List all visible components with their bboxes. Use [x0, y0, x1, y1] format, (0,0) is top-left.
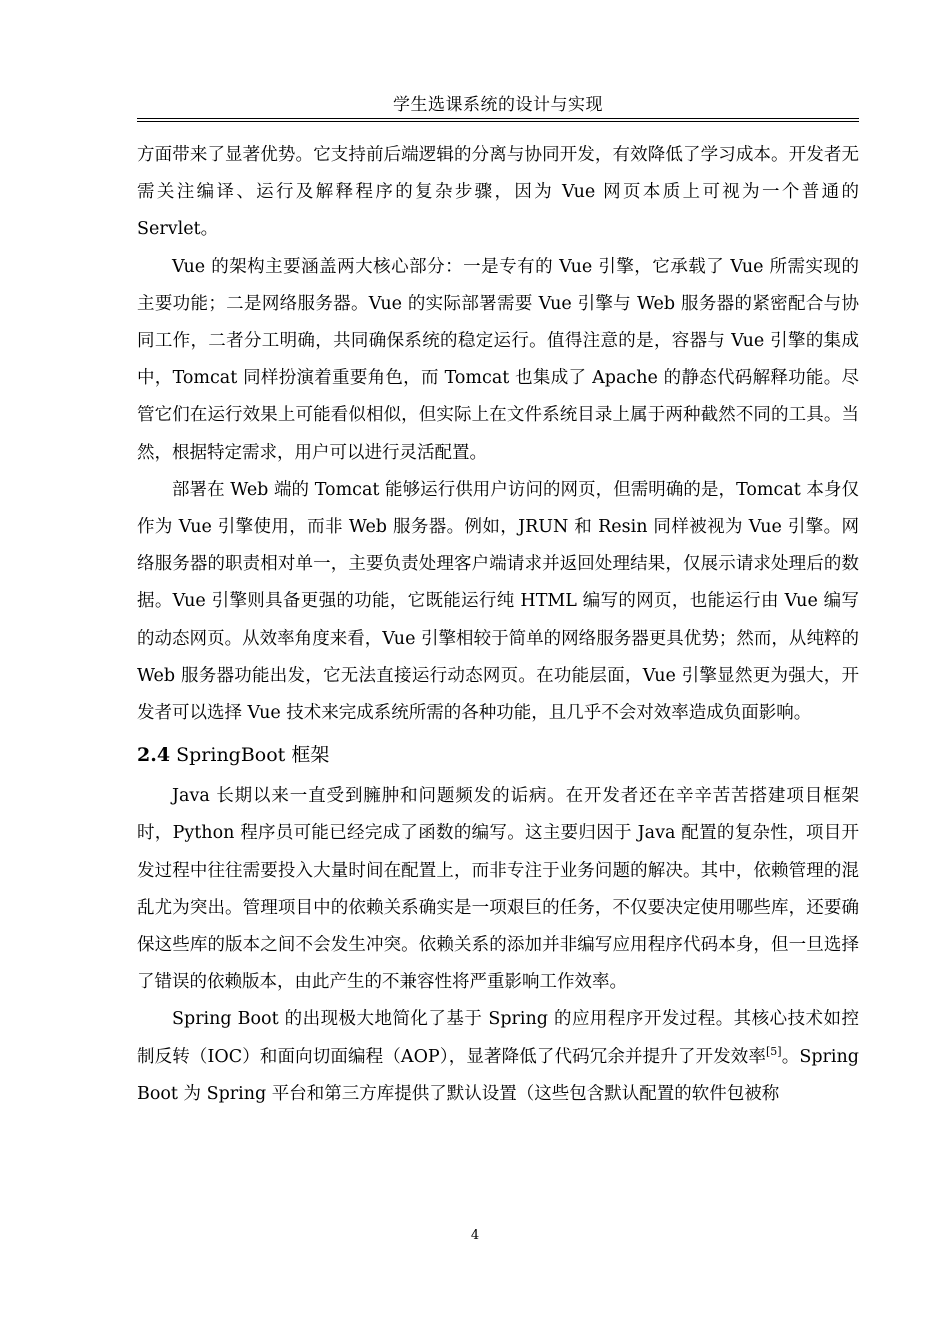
body-paragraph-with-citation [137, 1001, 859, 1113]
body-paragraph: Vue 的架构主要涵盖两大核心部分：一是专有的 Vue 引擎，它承载了 Vue 所需实现的主要功能；二是网络服务器。Vue 的实际部署需要 Vue 引擎与 Web 服务器的紧密配合与协同工作，二者分工明确，共同确保系统的稳定运行。值得注意的是，容器与 Vue 引擎的集成中，Tomcat 同样扮演着重要角色，而 Tomcat 也集成了 Apache 的静态代码解释功能。尽管它们在运行效果上可能看似相似，但实际上在文件系统目录上属于两种截然不同的工具。当然，根据特定需求，用户可以进行灵活配置。 [137, 256, 859, 463]
body-paragraph: 方面带来了显著优势。它支持前后端逻辑的分离与协同开发，有效降低了学习成本。开发者无需关注编译、运行及解释程序的复杂步骤，因为 Vue 网页本质上可视为一个普通的 Servlet。 [137, 145, 859, 240]
citation-marker: [5] [766, 1044, 782, 1058]
section-title: SpringBoot 框架 [176, 744, 330, 767]
paragraph-text-cont: 。Spring Boot 为 Spring 平台和第三方库提供了默认设置（这些包含默认配置的软件包被称 [137, 1046, 859, 1104]
body-paragraph: 部署在 Web 端的 Tomcat 能够运行供用户访问的网页，但需明确的是，Tomcat 本身仅作为 Vue 引擎使用，而非 Web 服务器。例如，JRUN 和 Resin 同样被视为 Vue 引擎。网络服务器的职责相对单一，主要负责处理客户端请求并返回处理结果，仅展示请求处理后的数据。Vue 引擎则具备更强的功能，它既能运行纯 HTML 编写的网页，也能运行由 Vue 编写的动态网页。从效率角度来看，Vue 引擎相较于简单的网络服务器更具优势；然而，从纯粹的 Web 服务器功能出发，它无法直接运行动态网页。在功能层面，Vue 引擎显然更为强大，开发者可以选择 Vue 技术来完成系统所需的各种功能，且几乎不会对效率造成负面影响。 [137, 479, 859, 724]
header-rule [137, 118, 859, 119]
body-paragraph: Java 长期以来一直受到臃肿和问题频发的诟病。在开发者还在辛辛苦苦搭建项目框架时，Python 程序员可能已经完成了函数的编写。这主要归因于 Java 配置的复杂性，项目开发过程中往往需要投入大量时间在配置上，而非专注于业务问题的解决。其中，依赖管理的混乱尤为突出。管理项目中的依赖关系确实是一项艰巨的任务，不仅要决定使用哪些库，还要确保这些库的版本之间不会发生冲突。依赖关系的添加并非编写应用程序代码本身，但一旦选择了错误的依赖版本，由此产生的不兼容性将严重影响工作效率。 [137, 786, 859, 993]
section-heading [137, 736, 859, 774]
page-body [137, 137, 859, 1113]
paragraph-text: Spring Boot 的出现极大地简化了基于 Spring 的应用程序开发过程。其核心技术如控制反转（IOC）和面向切面编程（AOP），显著降低了代码冗余并提升了开发效率 [137, 1009, 859, 1067]
section-number: 2.4 [137, 744, 171, 767]
header-rule-thin [137, 121, 859, 122]
page-number: 4 [470, 1228, 480, 1243]
running-header: 学生选课系统的设计与实现 [393, 95, 603, 115]
